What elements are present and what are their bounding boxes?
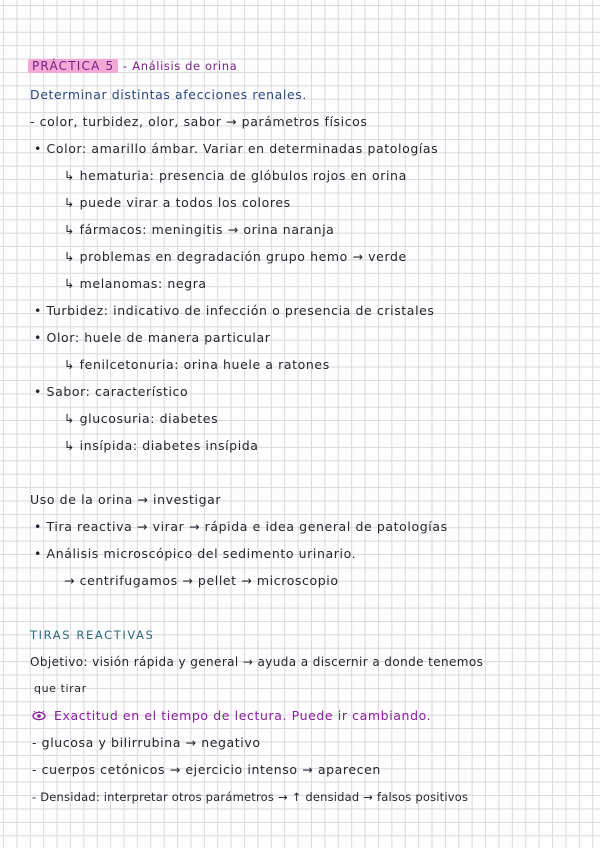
strips-item-3: - Densidad: interpretar otros parámetros → ↑ densidad → falsos positivos xyxy=(32,790,469,804)
strips-heading: TIRAS REACTIVAS xyxy=(30,628,155,642)
warning-text: Exactitud en el tiempo de lectura. Puede ir cambiando. xyxy=(54,708,432,723)
urine-use-item-1: • Tira reactiva → virar → rápida e idea general de patologías xyxy=(34,519,448,534)
strips-objective-1: Objetivo: visión rápida y general → ayuda a discernir a donde tenemos xyxy=(30,655,484,669)
turbidity-item: • Turbidez: indicativo de infección o presencia de cristales xyxy=(34,303,435,318)
practice-subject: Análisis de orina xyxy=(132,59,238,73)
color-sub-3: ↳ fármacos: meningitis → orina naranja xyxy=(64,222,335,237)
urine-use-item-2: • Análisis microscópico del sedimento urinario. xyxy=(34,546,357,561)
strips-item-1: - glucosa y bilirrubina → negativo xyxy=(32,735,261,750)
strips-objective-2: que tirar xyxy=(34,682,87,695)
practice-title: PRÁCTICA 5 xyxy=(28,59,118,73)
urine-use-sub: → centrifugamos → pellet → microscopio xyxy=(64,573,339,588)
color-sub-5: ↳ melanomas: negra xyxy=(64,276,207,291)
title-line xyxy=(28,58,237,74)
taste-sub-1: ↳ glucosuria: diabetes xyxy=(64,411,219,426)
color-sub-2: ↳ puede virar a todos los colores xyxy=(64,195,291,210)
urine-use-intro: Uso de la orina → investigar xyxy=(30,492,222,507)
color-sub-1: ↳ hematuria: presencia de glóbulos rojos en orina xyxy=(64,168,407,183)
taste-sub-2: ↳ insípida: diabetes insípida xyxy=(64,438,259,453)
title-separator: - xyxy=(122,59,128,73)
smell-sub: ↳ fenilcetonuria: orina huele a ratones xyxy=(64,357,330,372)
smell-item: • Olor: huele de manera particular xyxy=(34,330,271,345)
color-sub-4: ↳ problemas en degradación grupo hemo → verde xyxy=(64,249,407,264)
objective-line: Determinar distintas afecciones renales. xyxy=(30,87,307,102)
eye-icon xyxy=(32,711,46,721)
strips-item-2: - cuerpos cetónicos → ejercicio intenso → aparecen xyxy=(32,762,381,777)
warning-line xyxy=(32,708,431,724)
color-item: • Color: amarillo ámbar. Variar en determinadas patologías xyxy=(34,141,439,156)
parameters-intro: - color, turbidez, olor, sabor → parámetros físicos xyxy=(30,114,368,129)
taste-item: • Sabor: característico xyxy=(34,384,189,399)
